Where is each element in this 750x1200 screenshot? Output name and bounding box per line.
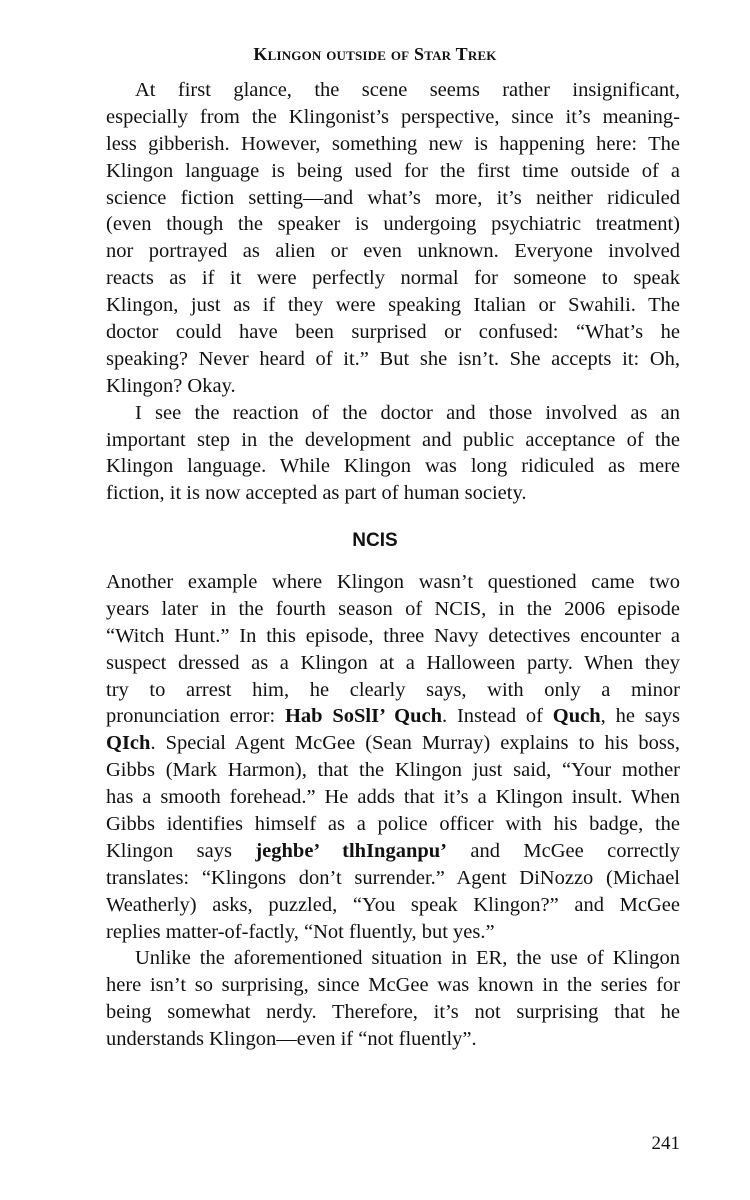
text-run: suspect dressed as a Klingon at a Halloween party. When they: [106, 651, 680, 674]
text-run: reacts as if it were perfectly normal for someone to speak: [106, 267, 680, 290]
text-line: [106, 131, 680, 158]
paragraph: [106, 569, 680, 945]
text-run: being somewhat nerdy. Therefore, it’s not surprising that he: [106, 1001, 680, 1024]
text-run: try to arrest him, he clearly says, with only a minor: [106, 678, 680, 701]
body-text-top: [106, 77, 680, 507]
text-line: [106, 999, 680, 1026]
text-run: fiction, it is now accepted as part of human society.: [106, 482, 527, 505]
text-run: Unlike the aforementioned situation in ER, the use of Klingon: [135, 947, 680, 970]
text-line: [106, 158, 680, 185]
text-line: [106, 211, 680, 238]
text-run: science fiction setting—and what’s more, it’s neither ridiculed: [106, 186, 680, 209]
klingon-phrase: Hab SoSlI’ Quch: [284, 705, 443, 728]
klingon-phrase: jeghbe’ tlhInganpu’: [255, 839, 447, 862]
text-run: . Special Agent McGee (Sean Murray) explains to his boss,: [150, 732, 680, 755]
text-run: Klingon language is being used for the first time outside of a: [106, 159, 680, 182]
text-line: [106, 838, 680, 865]
text-line: [106, 757, 680, 784]
klingon-phrase: Quch: [552, 705, 601, 728]
text-line: [106, 892, 680, 919]
text-line: [106, 265, 680, 292]
text-run: understands Klingon—even if “not fluently”.: [106, 1028, 477, 1051]
text-line: [106, 185, 680, 212]
text-run: Gibbs (Mark Harmon), that the Klingon just said, “Your mother: [106, 759, 680, 782]
text-run: Klingon says: [106, 839, 256, 862]
text-run: Klingon? Okay.: [106, 374, 236, 397]
text-line: [106, 865, 680, 892]
text-run: nor portrayed as alien or even unknown. Everyone involved: [106, 240, 680, 263]
text-line: [106, 677, 680, 704]
text-line: [106, 730, 680, 757]
text-line: [106, 453, 680, 480]
text-run: Another example where Klingon wasn’t questioned came two: [106, 571, 680, 593]
text-line: [106, 77, 680, 104]
text-line: [106, 400, 680, 427]
text-line: [106, 650, 680, 677]
text-line: [106, 569, 680, 596]
section-heading: NCIS: [352, 530, 398, 551]
text-line: [106, 945, 680, 972]
text-run: translates: “Klingons don’t surrender.” Agent DiNozzo (Michael: [106, 866, 680, 889]
text-line: [106, 596, 680, 623]
text-line: [106, 703, 680, 730]
text-run: I see the reaction of the doctor and those involved as an: [135, 401, 680, 424]
text-run: important step in the development and public acceptance of the: [106, 428, 680, 451]
text-run: pronunciation error:: [106, 705, 285, 728]
text-run: “Witch Hunt.” In this episode, three Navy detectives encounter a: [106, 624, 680, 647]
text-line: [106, 346, 680, 373]
text-run: Klingon language. While Klingon was long ridiculed as mere: [106, 455, 680, 478]
text-line: [106, 319, 680, 346]
text-run: , he says: [600, 705, 681, 728]
klingon-phrase: QIch: [106, 732, 151, 755]
text-line: [106, 623, 680, 650]
text-run: less gibberish. However, something new is happening here: The: [106, 132, 680, 155]
text-run: Gibbs identifies himself as a police officer with his badge, the: [106, 813, 680, 836]
text-run: At first glance, the scene seems rather insignificant,: [135, 79, 680, 101]
text-run: here isn’t so surprising, since McGee was known in the series for: [106, 974, 680, 997]
text-line: [106, 292, 680, 319]
text-line: [106, 784, 680, 811]
text-line: [106, 972, 680, 999]
text-run: Weatherly) asks, puzzled, “You speak Klingon?” and McGee: [106, 893, 680, 916]
text-run: (even though the speaker is undergoing psychiatric treatment): [106, 213, 680, 236]
text-run: replies matter-of-factly, “Not fluently, but yes.”: [106, 920, 495, 943]
text-run: years later in the fourth season of NCIS, in the 2006 episode: [106, 597, 680, 620]
text-run: has a smooth forehead.” He adds that it’s a Klingon insult. When: [106, 786, 680, 809]
text-line: [106, 427, 680, 454]
text-run: and McGee correctly: [446, 839, 681, 862]
text-run: especially from the Klingonist’s perspective, since it’s meaning-: [106, 105, 680, 128]
text-line: [106, 1026, 680, 1053]
text-run: . Instead of: [442, 705, 553, 728]
text-line: [106, 238, 680, 265]
text-line: [106, 919, 680, 946]
paragraph: [106, 400, 680, 508]
body-text-ncis: [106, 569, 680, 1053]
text-line: [106, 104, 680, 131]
paragraph: [106, 945, 680, 1053]
text-run: speaking? Never heard of it.” But she isn’t. She accepts it: Oh,: [106, 347, 680, 370]
text-line: [106, 373, 680, 400]
running-head: Klingon outside of Star Trek: [253, 44, 497, 64]
text-line: [106, 811, 680, 838]
page-number: 241: [651, 1133, 680, 1154]
paragraph: [106, 77, 680, 400]
text-line: [106, 480, 680, 507]
text-run: Klingon, just as if they were speaking Italian or Swahili. The: [106, 294, 680, 317]
text-run: doctor could have been surprised or confused: “What’s he: [106, 321, 680, 344]
